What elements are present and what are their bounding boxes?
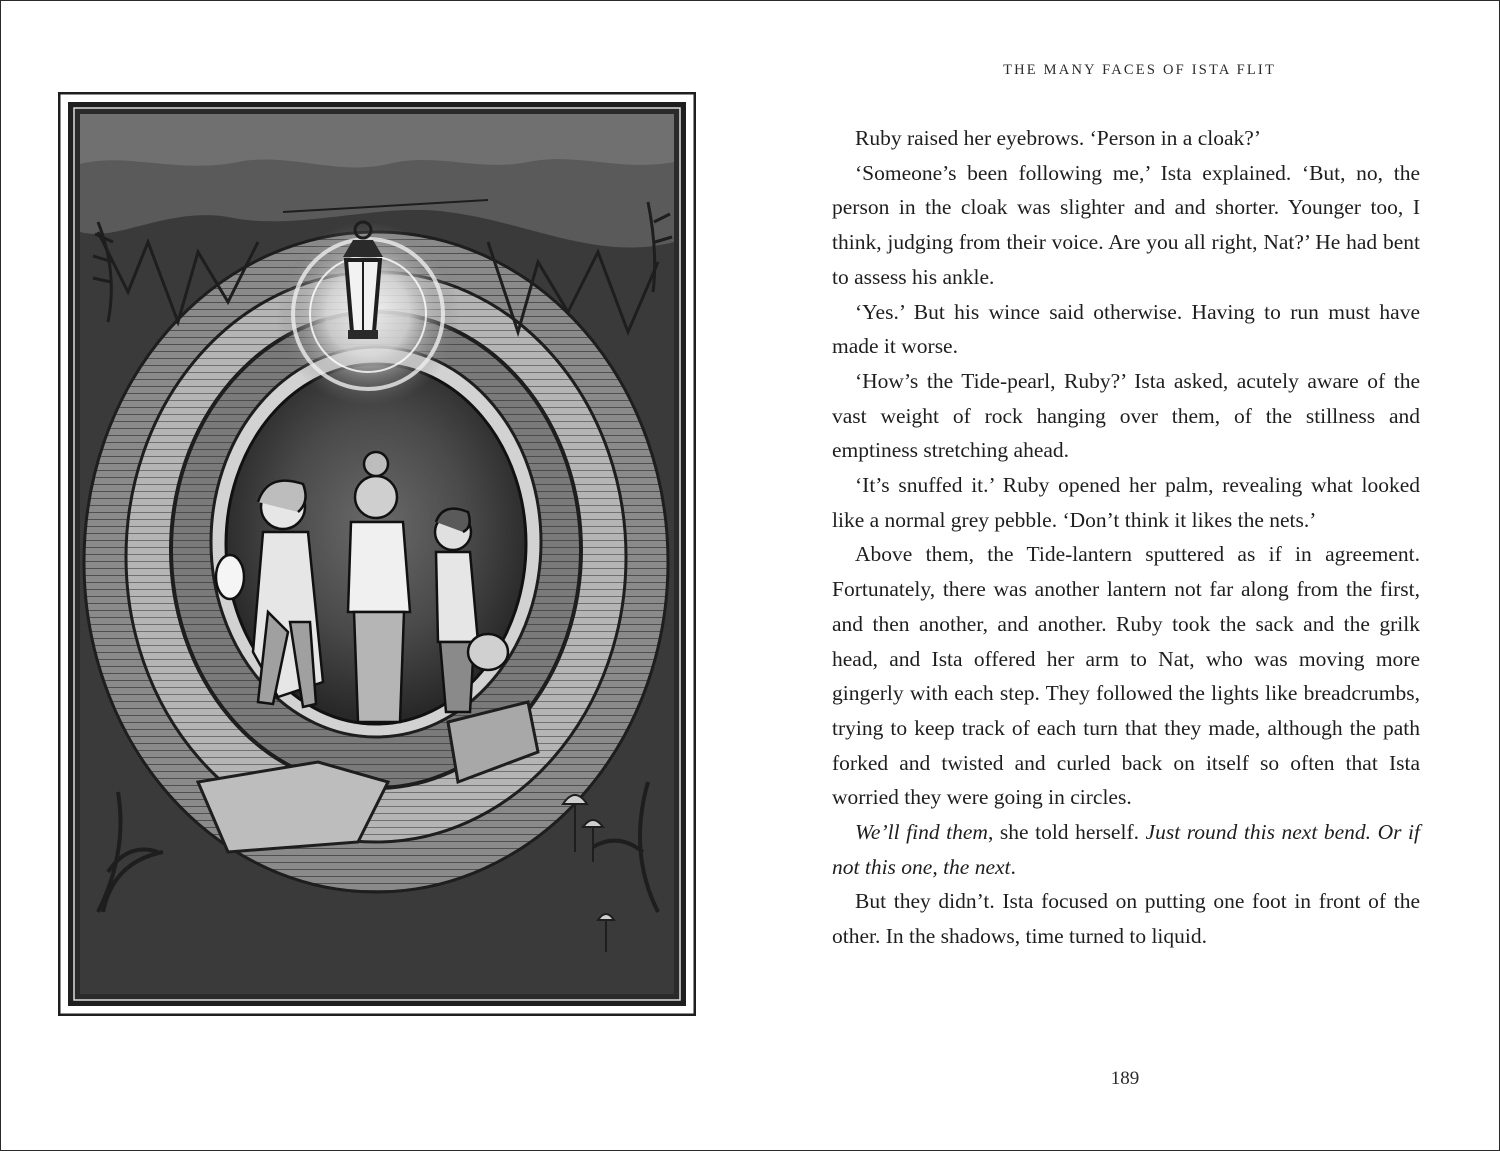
paragraph: But they didn’t. Ista focused on putting one foot in front of the other. In the shadows, time turned to liquid. xyxy=(832,889,1420,949)
page-number: 189 xyxy=(1110,1068,1140,1089)
paragraph: ‘Someone’s been following me,’ Ista explained. ‘But, no, the person in the cloak was slighter and and shorter. Younger too, I think, judging from their voice. Are you all right, Nat?’ He had bent to assess his ankle. xyxy=(832,160,1420,289)
paragraph-fragment: , she told herself. xyxy=(987,820,1146,845)
paragraph: ‘Yes.’ But his wince said otherwise. Having to run must have made it worse. xyxy=(832,299,1420,359)
paragraph: Ruby raised her eyebrows. ‘Person in a cloak?’ xyxy=(855,126,1261,150)
paragraph: ‘It’s snuffed it.’ Ruby opened her palm, revealing what looked like a normal grey pebble. ‘Don’t think it likes the nets.’ xyxy=(832,473,1420,532)
running-head: THE MANY FACES OF ISTA FLIT xyxy=(1003,62,1276,78)
paragraph-fragment: . xyxy=(1010,854,1016,879)
cave-illustration xyxy=(58,92,696,1016)
paragraph: Above them, the Tide-lantern sputtered as if in agreement. Fortunately, there was another lantern not far along from the first, and then another, and another. Ruby took the sack and the grilk head, and Ista offered her arm to Nat, who was moving more gingerly with each step. They followed the lights like breadcrumbs, trying to keep track of each turn that they made, although the path forked and twisted and curled back on itself so often that Ista worried they were going in circles. xyxy=(832,542,1420,810)
italic-thought: Just round this next bend. Or if not this one, the next xyxy=(832,820,1420,879)
paragraph: ‘How’s the Tide-pearl, Ruby?’ Ista asked, acutely aware of the vast weight of rock hanging over them, of the stillness and emptiness stretching ahead. xyxy=(832,368,1420,463)
paragraph xyxy=(832,815,1420,884)
body-text xyxy=(832,121,1420,954)
italic-thought: We’ll find them xyxy=(855,820,988,845)
